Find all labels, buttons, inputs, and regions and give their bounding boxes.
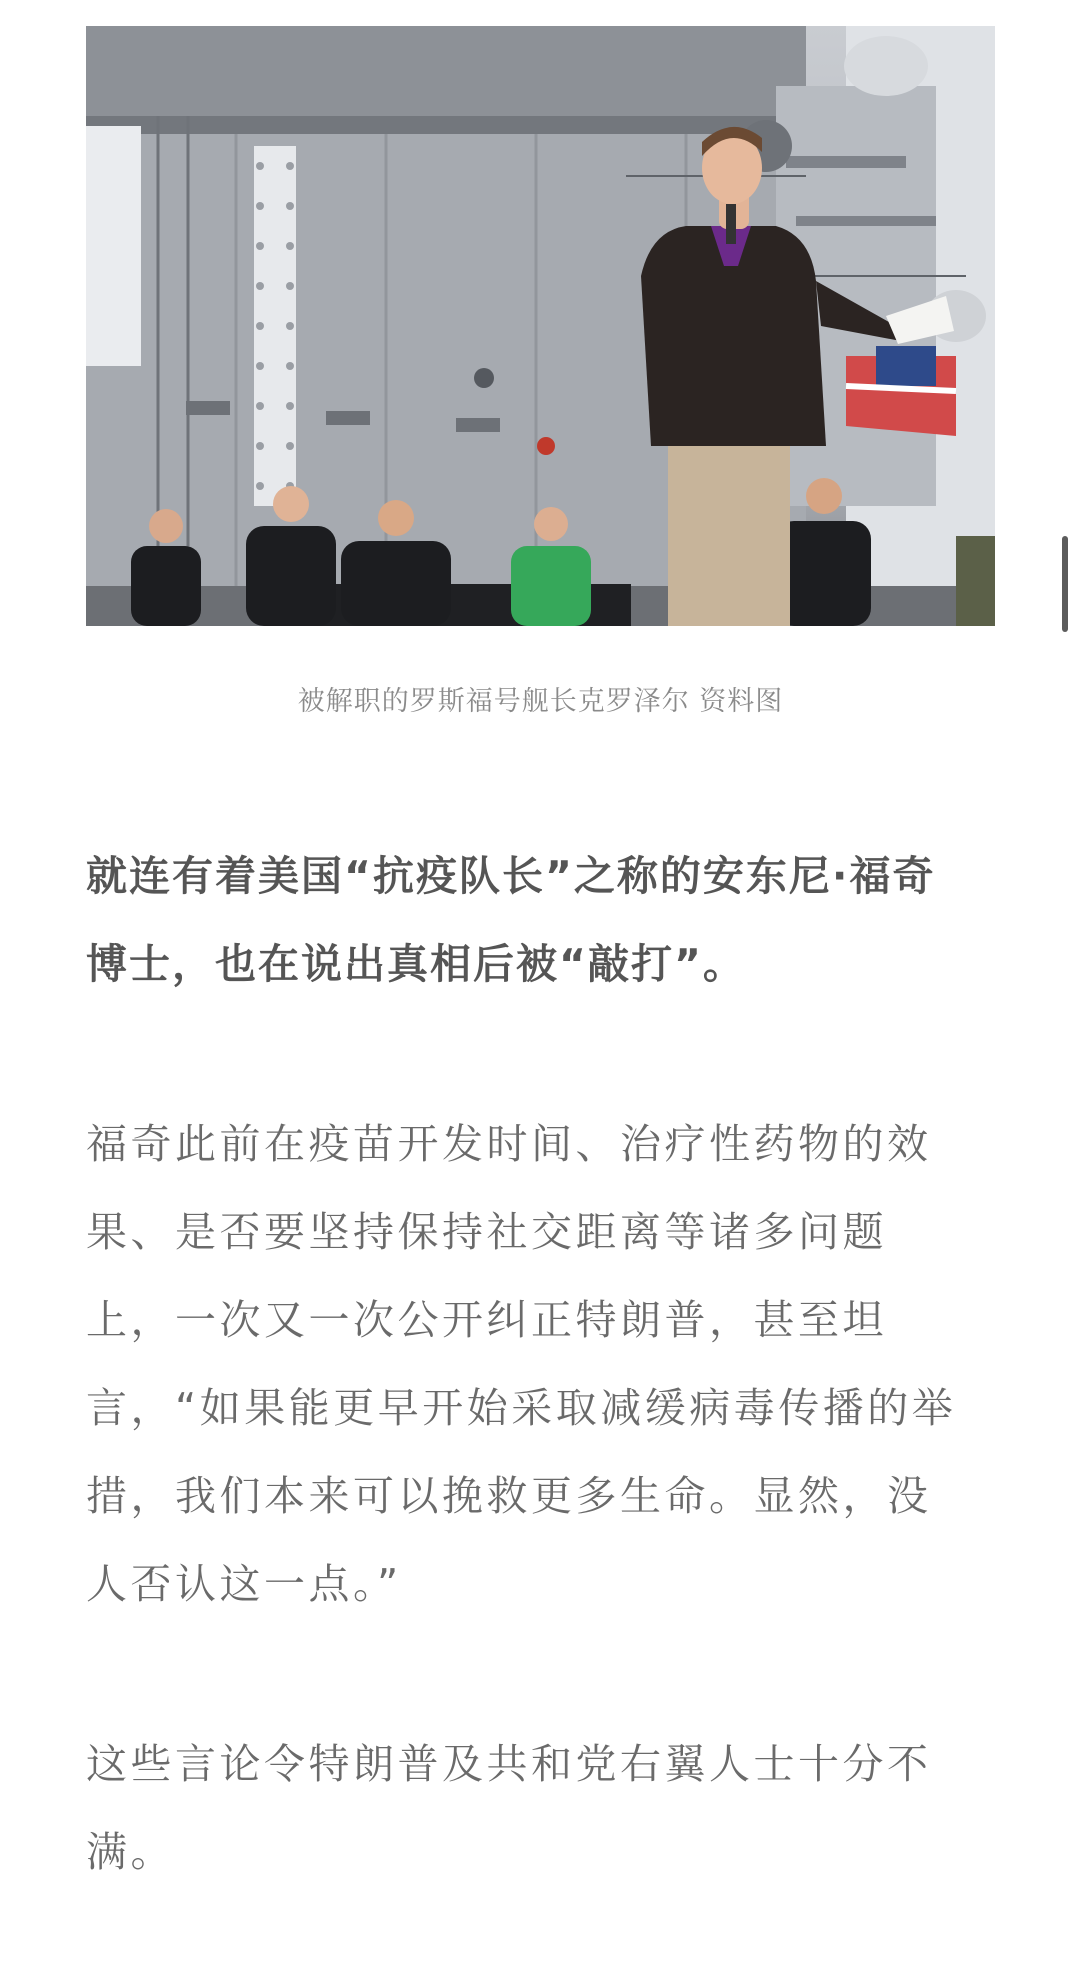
photo-caption: 被解职的罗斯福号舰长克罗泽尔 资料图 xyxy=(297,686,784,717)
article-photo[interactable] xyxy=(86,26,995,626)
photo-illustration xyxy=(86,26,995,626)
paragraph-bold-lead: 就连有着美国“抗疫队长”之称的安东尼·福奇 博士，也在说出真相后被“敲打”。 xyxy=(86,852,936,988)
scrollbar-thumb[interactable] xyxy=(1062,536,1068,632)
paragraph-body: 福奇此前在疫苗开发时间、治疗性药物的效 果、是否要坚持保持社交距离等诸多问题 上，一次又一次公开纠正特朗普，甚至坦 言，“如果能更早开始采取减缓病毒传播的举 措，我们本来可以挽救更多生命。显然，没 人否认这一点。” xyxy=(86,1120,957,1608)
paragraph-body-closing: 这些言论令特朗普及共和党右翼人士十分不 满。 xyxy=(86,1740,932,1876)
